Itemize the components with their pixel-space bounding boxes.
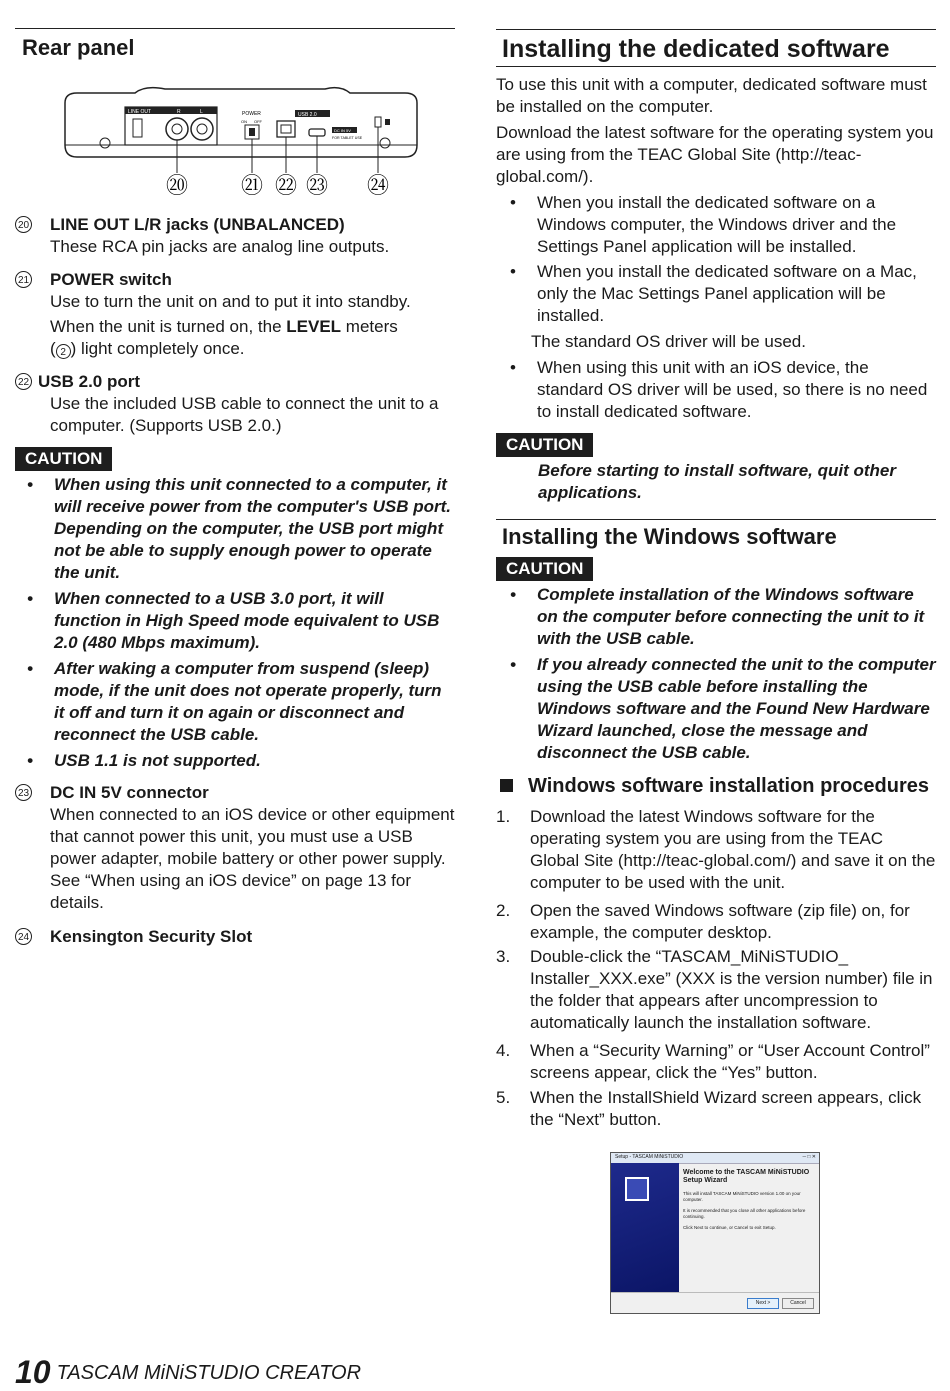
step-item: 3. Double-click the “TASCAM_MiNiSTUDIO_ Installer_XXX.exe” (XXX is the version number) file in the folder that appears after uncompression to automatically launch the installation software. — [496, 947, 933, 1032]
item-number-badge: 21 — [15, 271, 32, 288]
step-item: 5. When the InstallShield Wizard screen appears, click the “Next” button. — [496, 1088, 922, 1129]
next-button[interactable]: Next > — [747, 1298, 779, 1309]
caution-bullet: • If you already connected the unit to the computer using the USB cable before installing the Windows software and the Found New Hardware Wizard launched, close the message and disconnect the USB cable. — [510, 655, 936, 762]
step-item: 4. When a “Security Warning” or “User Account Control” screens appear, click the “Yes” button. — [496, 1041, 930, 1082]
wizard-line-1: This will install TASCAM MiNiSTUDIO version 1.00 on your computer. — [683, 1191, 801, 1202]
download-paragraph: Download the latest software for the operating system you are using from the TEAC Global Site (http://teac-global.com/). — [496, 123, 934, 186]
callout-23: ㉓ — [305, 173, 329, 198]
item-21 — [15, 269, 455, 361]
l-label: L — [200, 109, 203, 115]
power-label: POWER — [242, 111, 261, 117]
dc-in-label: DC IN 5V — [334, 128, 351, 133]
page-number: 10 — [15, 1354, 51, 1390]
item-body: Use the included USB cable to connect the unit to a computer. (Supports USB 2.0.) — [50, 394, 439, 435]
product-name: TASCAM MiNiSTUDIO CREATOR — [56, 1362, 362, 1384]
window-controls-icon: ─ □ ✕ — [802, 1154, 816, 1160]
callout-21: ㉑ — [240, 173, 264, 198]
rear-panel-figure — [55, 85, 430, 200]
wizard-line-2: It is recommended that you close all other applications before continuing. — [683, 1208, 806, 1219]
setup-wizard-screenshot — [610, 1152, 820, 1314]
cancel-button[interactable]: Cancel — [782, 1298, 814, 1309]
caution-label: CAUTION — [15, 447, 112, 471]
item-heading: POWER switch — [50, 270, 172, 289]
item-body: These RCA pin jacks are analog line outputs. — [50, 237, 390, 256]
item-number-badge: 23 — [15, 784, 32, 801]
item-heading: Kensington Security Slot — [50, 927, 253, 946]
caution-label: CAUTION — [496, 557, 593, 581]
info-bullet: • When you install the dedicated software on a Mac, only the Mac Settings Panel application will be installed. — [510, 262, 917, 325]
caution-bullet: • When using this unit connected to a computer, it will receive power from the computer's USB port. Depending on the computer, the USB port might not be able to supply enough power to operate the unit. — [27, 475, 452, 582]
item-heading: DC IN 5V connector — [50, 783, 209, 802]
intro-paragraph: To use this unit with a computer, dedicated software must be installed on the computer. — [496, 75, 927, 116]
on-label: ON — [241, 119, 247, 124]
caution-label: CAUTION — [496, 433, 593, 457]
inline-number-badge: 2 — [56, 344, 71, 359]
off-label: OFF — [254, 119, 262, 124]
level-term: LEVEL — [286, 317, 342, 336]
procedures-heading: Windows software installation procedures — [500, 773, 936, 799]
std-driver-note: The standard OS driver will be used. — [531, 332, 806, 351]
item-body-2: When the unit is turned on, the LEVEL meters ( 2 ) light completely once. — [50, 317, 398, 358]
item-number-badge: 22 — [15, 373, 32, 390]
page-footer — [15, 1354, 361, 1391]
item-heading: USB 2.0 port — [38, 372, 141, 391]
caution-bullet: • USB 1.1 is not supported. — [27, 751, 261, 770]
caution-bullet: • When connected to a USB 3.0 port, it will function in High Speed mode equivalent to USB 2.0 (480 Mbps maximum). — [27, 589, 440, 652]
item-24 — [15, 926, 455, 950]
tablet-label: FOR TABLET USE — [332, 136, 363, 140]
callout-24: ㉔ — [366, 173, 390, 198]
item-22 — [15, 371, 455, 437]
wizard-welcome: Welcome to the TASCAM MiNiSTUDIO Setup Wizard — [683, 1169, 810, 1184]
caution-bullet: • Complete installation of the Windows software on the computer before connecting the unit to it with the USB cable. — [510, 585, 925, 648]
callout-20: ⑳ — [165, 173, 189, 198]
rear-panel-title: Rear panel — [15, 28, 455, 63]
step-item: 1. Download the latest Windows software for the operating system you are using from the TEAC Global Site (http://teac-global.com/) and save it on the computer to be used with the unit. — [496, 807, 936, 892]
install-section-title: Installing the dedicated software — [496, 29, 936, 67]
info-bullet: • When using this unit with an iOS device, the standard OS driver will be used, so there is no need to install dedicated software. — [510, 358, 928, 421]
item-body: When connected to an iOS device or other equipment that cannot power this unit, you must use a USB power adapter, mobile battery or other power supply. See “When using an iOS device” on page 13 for details. — [50, 805, 455, 912]
r-label: R — [177, 109, 181, 115]
square-bullet-icon — [500, 779, 513, 792]
item-heading: LINE OUT L/R jacks (UNBALANCED) — [50, 215, 345, 234]
line-out-label: LINE OUT — [128, 109, 152, 115]
caution-text: Before starting to install software, quit other applications. — [538, 461, 896, 502]
step-item: 2. Open the saved Windows software (zip file) on, for example, the computer desktop. — [496, 901, 910, 942]
installer-box-icon — [625, 1177, 649, 1201]
callout-22: ㉒ — [274, 173, 298, 198]
caution-bullet: • After waking a computer from suspend (sleep) mode, if the unit does not operate properly, turn it off and turn it on again or disconnect and reconnect the USB cable. — [27, 659, 442, 744]
item-number-badge: 20 — [15, 216, 32, 233]
item-body: Use to turn the unit on and to put it into standby. — [50, 292, 411, 311]
usb-label: USB 2.0 — [298, 112, 317, 118]
item-number-badge: 24 — [15, 928, 32, 945]
item-23 — [15, 782, 455, 916]
wizard-line-3: Click Next to continue, or Cancel to exit Setup. — [683, 1225, 776, 1230]
wizard-title: Setup - TASCAM MiNiSTUDIO — [615, 1154, 684, 1160]
wizard-side-banner — [611, 1163, 679, 1293]
item-20 — [15, 214, 455, 260]
info-bullet: • When you install the dedicated software on a Windows computer, the Windows driver and the Settings Panel application will be installed. — [510, 193, 897, 256]
windows-section-title: Installing the Windows software — [496, 519, 936, 554]
